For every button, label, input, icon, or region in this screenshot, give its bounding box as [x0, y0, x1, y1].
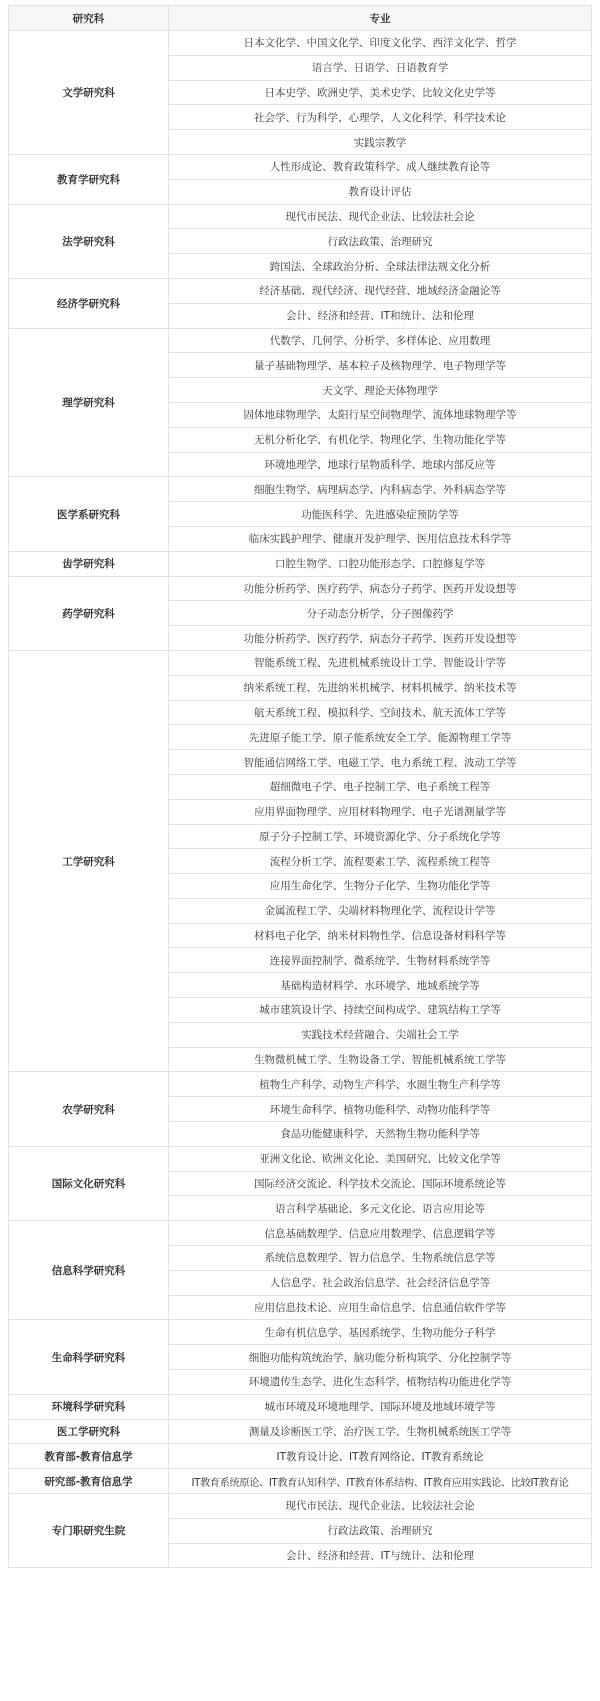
major-cell: 细胞生物学、病理病态学、内科病态学、外科病态学等: [169, 477, 592, 502]
dept-cell: 信息科学研究科: [9, 1221, 169, 1320]
major-cell: 语言科学基础论、多元文化论、语言应用论等: [169, 1196, 592, 1221]
header-major: 专业: [169, 6, 592, 31]
table-row: [9, 204, 592, 229]
table-row: [9, 1469, 592, 1494]
major-cell: 航天系统工程、模拟科学、空间技术、航天流体工学等: [169, 700, 592, 725]
dept-cell: 环境科学研究科: [9, 1394, 169, 1419]
major-cell: 智能通信网络工学、电磁工学、电力系统工程、波动工学等: [169, 750, 592, 775]
major-cell: 现代市民法、现代企业法、比较法社会论: [169, 1494, 592, 1519]
major-cell: 信息基础数理学、信息应用数理学、信息逻辑学等: [169, 1221, 592, 1246]
major-cell: 口腔生物学、口腔功能形态学、口腔修复学等: [169, 551, 592, 576]
table-row: [9, 278, 592, 303]
table-row: [9, 1419, 592, 1444]
major-cell: 实践技术经营融合、尖端社会工学: [169, 1022, 592, 1047]
major-cell: 行政法政策、治理研究: [169, 229, 592, 254]
table-header-row: [9, 6, 592, 31]
major-cell: 功能分析药学、医疗药学、病态分子药学、医药开发设想等: [169, 626, 592, 651]
table-row: [9, 1394, 592, 1419]
major-cell: 材料电子化学、纳米材料物性学、信息设备材料科学等: [169, 923, 592, 948]
major-cell: 会计、经济和经营、IT与统计、法和伦理: [169, 1543, 592, 1568]
dept-cell: 研究部-教育信息学: [9, 1469, 169, 1494]
major-cell: 智能系统工程、先进机械系统设计工学、智能设计学等: [169, 650, 592, 675]
major-cell: 城市建筑设计学、持续空间构成学、建筑结构工学等: [169, 998, 592, 1023]
major-cell: 应用生命化学、生物分子化学、生物功能化学等: [169, 874, 592, 899]
major-cell: 基础构造材料学、水环境学、地域系统学等: [169, 973, 592, 998]
major-cell: 生物微机械工学、生物设备工学、智能机械系统工学等: [169, 1047, 592, 1072]
dept-cell: 教育学研究科: [9, 154, 169, 204]
major-cell: 国际经济交流论、科学技术交流论、国际环境系统论等: [169, 1171, 592, 1196]
major-cell: 天文学、理论天体物理学: [169, 378, 592, 403]
major-cell: 社会学、行为科学、心理学、人文化科学、科学技术论: [169, 105, 592, 130]
dept-cell: 农学研究科: [9, 1072, 169, 1146]
graduate-school-table-container: [8, 5, 591, 1568]
major-cell: 语言学、日语学、日语教育学: [169, 55, 592, 80]
major-cell: IT教育系统原论、IT教育认知科学、IT教育体系结构、IT教育应用实践论、比较IT教育论: [169, 1469, 592, 1494]
major-cell: 城市环境及环境地理学、国际环境及地域环境学等: [169, 1394, 592, 1419]
table-row: [9, 650, 592, 675]
major-cell: 会计、经济和经营、IT和统计、法和伦理: [169, 303, 592, 328]
table-row: [9, 477, 592, 502]
major-cell: 代数学、几何学、分析学、多样体论、应用数理: [169, 328, 592, 353]
major-cell: 超细微电子学、电子控制工学、电子系统工程等: [169, 774, 592, 799]
table-row: [9, 551, 592, 576]
major-cell: 无机分析化学、有机化学、物理化学、生物功能化学等: [169, 427, 592, 452]
major-cell: 应用信息技术论、应用生命信息学、信息通信软件学等: [169, 1295, 592, 1320]
table-row: [9, 576, 592, 601]
major-cell: 日本史学、欧洲史学、美术史学、比较文化史学等: [169, 80, 592, 105]
major-cell: 环境遗传生态学、进化生态科学、植物结构功能进化学等: [169, 1370, 592, 1395]
major-cell: 纳米系统工程、先进纳米机械学、材料机械学、纳米技术等: [169, 675, 592, 700]
major-cell: 经济基础、现代经济、现代经营、地域经济金融论等: [169, 278, 592, 303]
major-cell: 教育设计评估: [169, 179, 592, 204]
dept-cell: 医学系研究科: [9, 477, 169, 551]
major-cell: 人信息学、社会政治信息学、社会经济信息学等: [169, 1270, 592, 1295]
major-cell: 功能分析药学、医疗药学、病态分子药学、医药开发设想等: [169, 576, 592, 601]
table-row: [9, 1146, 592, 1171]
dept-cell: 专门职研究生院: [9, 1494, 169, 1568]
major-cell: 细胞功能构筑统治学、脑功能分析构筑学、分化控制学等: [169, 1345, 592, 1370]
table-row: [9, 1444, 592, 1469]
major-cell: 测量及诊断医工学、治疗医工学、生物机械系统医工学等: [169, 1419, 592, 1444]
dept-cell: 教育部-教育信息学: [9, 1444, 169, 1469]
major-cell: 临床实践护理学、健康开发护理学、医用信息技术科学等: [169, 526, 592, 551]
major-cell: 连接界面控制学、微系统学、生物材料系统学等: [169, 948, 592, 973]
major-cell: 应用界面物理学、应用材料物理学、电子光谱测量学等: [169, 799, 592, 824]
major-cell: 先进原子能工学、原子能系统安全工学、能源物理工学等: [169, 725, 592, 750]
major-cell: 亚洲文化论、欧洲文化论、美国研究、比较文化学等: [169, 1146, 592, 1171]
major-cell: 流程分析工学、流程要素工学、流程系统工程等: [169, 849, 592, 874]
major-cell: 实践宗教学: [169, 130, 592, 155]
major-cell: 固体地球物理学、太阳行星空间物理学、流体地球物理学等: [169, 402, 592, 427]
major-cell: 日本文化学、中国文化学、印度文化学、西洋文化学、哲学: [169, 31, 592, 56]
major-cell: 行政法政策、治理研究: [169, 1518, 592, 1543]
major-cell: IT教育设计论、IT教育网络论、IT教育系统论: [169, 1444, 592, 1469]
graduate-school-table: [8, 5, 592, 1568]
dept-cell: 齿学研究科: [9, 551, 169, 576]
dept-cell: 文学研究科: [9, 31, 169, 155]
dept-cell: 经济学研究科: [9, 278, 169, 328]
major-cell: 金属流程工学、尖端材料物理化学、流程设计学等: [169, 898, 592, 923]
table-row: [9, 1072, 592, 1097]
major-cell: 环境地理学、地球行星物质科学、地球内部反应等: [169, 452, 592, 477]
table-row: [9, 1494, 592, 1519]
table-row: [9, 1221, 592, 1246]
dept-cell: 医工学研究科: [9, 1419, 169, 1444]
dept-cell: 工学研究科: [9, 650, 169, 1072]
header-dept: 研究科: [9, 6, 169, 31]
dept-cell: 国际文化研究科: [9, 1146, 169, 1220]
major-cell: 跨国法、全球政治分析、全球法律法规文化分析: [169, 254, 592, 279]
major-cell: 功能医科学、先进感染症预防学等: [169, 502, 592, 527]
major-cell: 生命有机信息学、基因系统学、生物功能分子科学: [169, 1320, 592, 1345]
dept-cell: 药学研究科: [9, 576, 169, 650]
major-cell: 分子动态分析学、分子图像药学: [169, 601, 592, 626]
dept-cell: 法学研究科: [9, 204, 169, 278]
major-cell: 原子分子控制工学、环境资源化学、分子系统化学等: [169, 824, 592, 849]
dept-cell: 生命科学研究科: [9, 1320, 169, 1394]
table-body: [9, 31, 592, 1568]
major-cell: 系统信息数理学、智力信息学、生物系统信息学等: [169, 1246, 592, 1271]
major-cell: 人性形成论、教育政策科学、成人继续教育论等: [169, 154, 592, 179]
major-cell: 食品功能健康科学、天然物生物功能科学等: [169, 1122, 592, 1147]
major-cell: 现代市民法、现代企业法、比较法社会论: [169, 204, 592, 229]
table-row: [9, 328, 592, 353]
major-cell: 环境生命科学、植物功能科学、动物功能科学等: [169, 1097, 592, 1122]
table-row: [9, 1320, 592, 1345]
major-cell: 植物生产科学、动物生产科学、水圈生物生产科学等: [169, 1072, 592, 1097]
table-row: [9, 154, 592, 179]
dept-cell: 理学研究科: [9, 328, 169, 477]
table-row: [9, 31, 592, 56]
major-cell: 量子基础物理学、基本粒子及核物理学、电子物理学等: [169, 353, 592, 378]
